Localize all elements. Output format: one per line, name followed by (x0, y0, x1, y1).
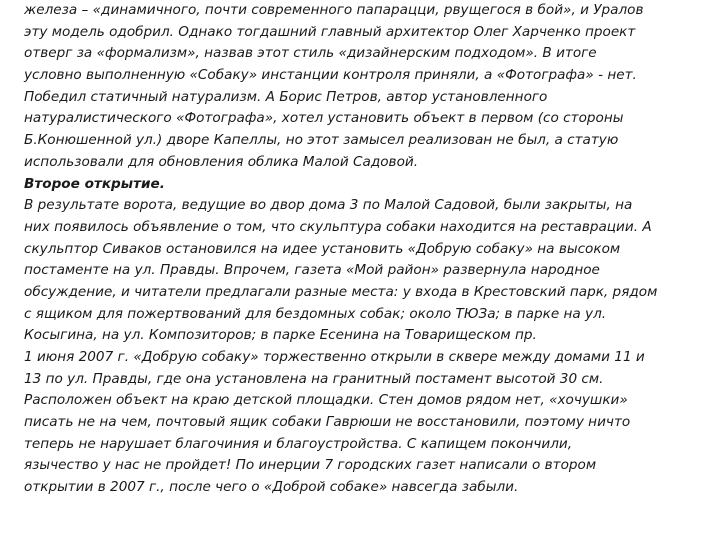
text-line: язычество у нас не пройдет! По инерции 7 городских газет написали о втором (24, 457, 597, 474)
text-line: постаменте на ул. Правды. Впрочем, газета «Мой район» развернула народное (24, 262, 600, 279)
text-line: открытии в 2007 г., после чего о «Доброй собаке» навсегда забыли. (24, 479, 519, 496)
text-line: эту модель одобрил. Однако тогдашний главный архитектор Олег Харченко проект (24, 23, 636, 40)
text-line: Расположен объект на краю детской площадки. Стен домов рядом нет, «хочушки» (24, 392, 628, 409)
text-line: писать не на чем, почтовый ящик собаки Гаврюши не восстановили, поэтому ничто (24, 414, 631, 431)
document-page (24, 0, 714, 499)
text-line: Победил статичный натурализм. А Борис Петров, автор установленного (24, 88, 548, 105)
text-line: железа – «динамичного, почти современного папарацци, рвущегося в бой», и Уралов (24, 2, 644, 18)
text-line: Б.Конюшенной ул.) дворе Капеллы, но этот замысел реализован не был, а статую (24, 132, 619, 149)
text-line: обсуждение, и читатели предлагали разные места: у входа в Крестовский парк, рядом (24, 283, 658, 300)
paragraph-3 (24, 347, 714, 499)
text-line: с ящиком для пожертвований для бездомных собак; около ТЮЗа; в парке на ул. (24, 305, 607, 322)
text-line: 13 по ул. Правды, где она установлена на гранитный постамент высотой 30 см. (24, 370, 604, 387)
text-line: использовали для обновления облика Малой Садовой. (24, 153, 419, 170)
text-line: отверг за «формализм», назвав этот стиль «дизайнерским подходом». В итоге (24, 45, 597, 62)
text-line: условно выполненную «Собаку» инстанции контроля приняли, а «Фотографа» - нет. (24, 67, 637, 84)
text-line: 1 июня 2007 г. «Добрую собаку» торжественно открыли в сквере между домами 11 и (24, 349, 645, 365)
text-line: них появилось объявление о том, что скульптура собаки находится на реставрации. А (24, 218, 652, 235)
text-line: теперь не нарушает благочиния и благоустройства. С капищем покончили, (24, 435, 573, 452)
text-line: натуралистического «Фотографа», хотел установить объект в первом (со стороны (24, 110, 624, 127)
section-heading: Второе открытие. (24, 175, 165, 192)
text-line: Косыгина, на ул. Композиторов; в парке Есенина на Товарищеском пр. (24, 327, 537, 344)
text-line: В результате ворота, ведущие во двор дома 3 по Малой Садовой, были закрыты, на (24, 197, 633, 214)
paragraph-2 (24, 195, 714, 347)
paragraph-1 (24, 0, 714, 174)
text-line: скульптор Сиваков остановился на идее установить «Добрую собаку» на высоком (24, 240, 621, 257)
